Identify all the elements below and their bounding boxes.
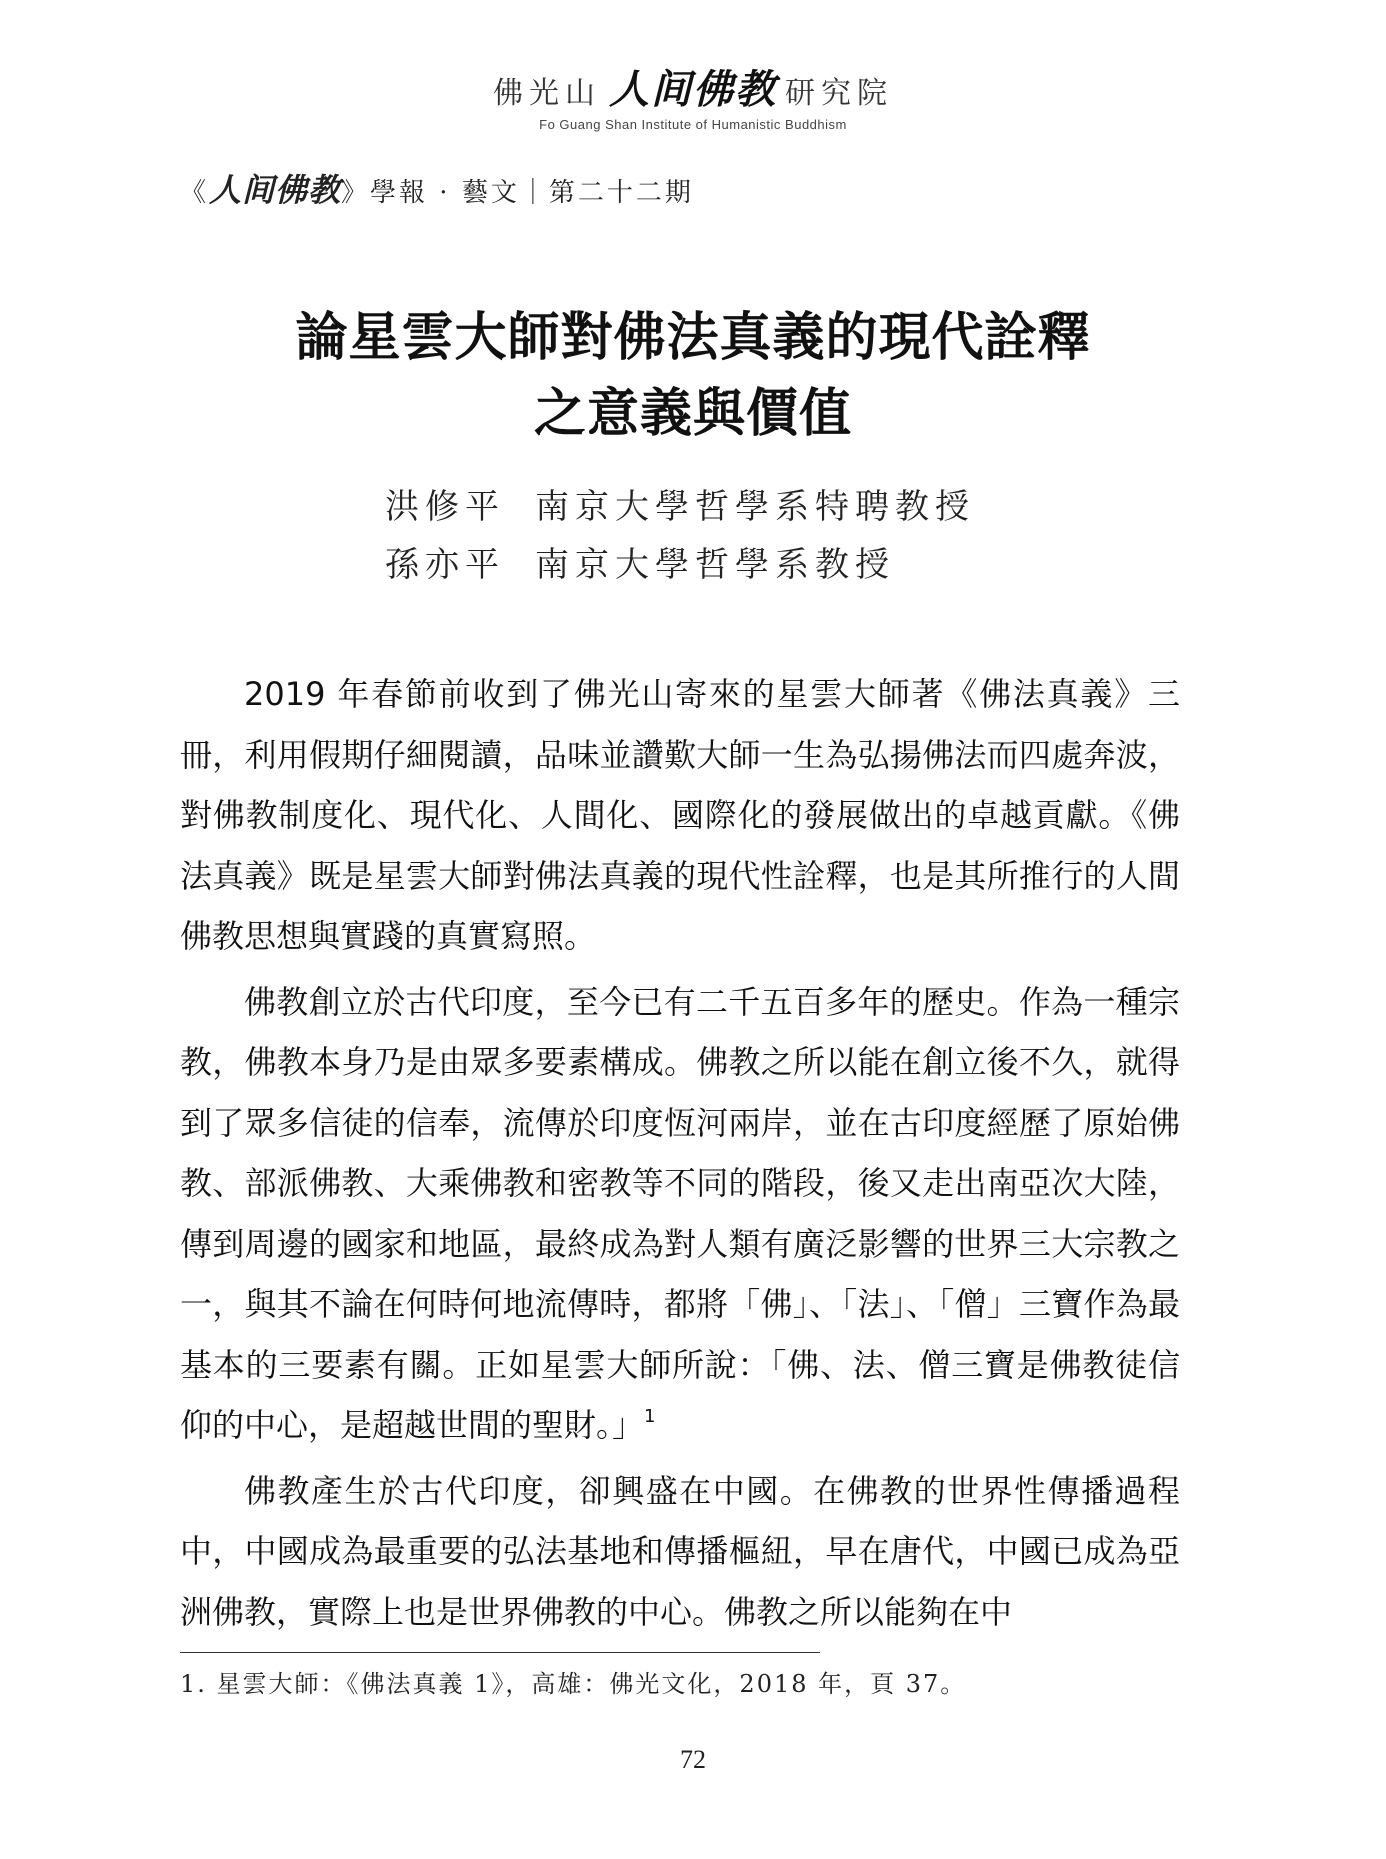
- title-line-2: 之意義與價值: [533, 384, 852, 444]
- institute-name: [0, 58, 1386, 115]
- paragraph-2: [180, 972, 1180, 1456]
- author-name: 孫亦平: [385, 545, 505, 585]
- paragraph-1: 2019 年春節前收到了佛光山寄來的星雲大師著《佛法真義》三冊，利用假期仔細閱讀，品味並讚歎大師一生為弘揚佛法而四處奔波，對佛教制度化、現代化、人間化、國際化的發展做出的卓越貢獻。《佛法真義》既是星雲大師對佛法真義的現代性詮釋，也是其所推行的人間佛教思想與實踐的真實寫照。: [180, 675, 1180, 955]
- title-line-1: 論星雲大師對佛法真義的現代詮釋: [295, 308, 1091, 368]
- header-right-text: 研究院: [785, 76, 893, 111]
- header-left-text: 佛光山: [493, 76, 601, 111]
- author-affiliation: 南京大學哲學系特聘教授: [535, 487, 975, 527]
- article-title: [0, 300, 1386, 452]
- page-number: 72: [680, 1745, 706, 1774]
- institute-header: [0, 58, 1386, 132]
- author-affiliation: 南京大學哲學系教授: [535, 545, 895, 585]
- paragraph-3: 佛教產生於古代印度，卻興盛在中國。在佛教的世界性傳播過程中，中國成為最重要的弘法基地和傳播樞紐，早在唐代，中國已成為亞洲佛教，實際上也是世界佛教的中心。佛教之所以能夠在中: [180, 1471, 1180, 1631]
- author-name: 洪修平: [385, 487, 505, 527]
- author-row: [385, 478, 975, 536]
- footnote: 1. 星雲大師：《佛法真義 1》，高雄：佛光文化，2018 年，頁 37。: [180, 1670, 967, 1698]
- journal-logo: 人间佛教: [209, 171, 342, 209]
- author-list: [385, 478, 975, 594]
- journal-open-bracket: 《: [180, 178, 210, 208]
- institute-english-name: Fo Guang Shan Institute of Humanistic Buddhism: [539, 117, 847, 132]
- journal-issue: 》學報 · 藝文｜第二十二期: [341, 178, 694, 208]
- journal-title: [180, 165, 694, 211]
- footnote-reference[interactable]: 1: [644, 1406, 656, 1427]
- humanistic-buddhism-logo: 人间佛教: [609, 67, 777, 113]
- author-row: [385, 536, 975, 594]
- article-body: [180, 664, 1180, 1647]
- footnote-divider: [180, 1652, 820, 1653]
- paragraph-2-text: 佛教創立於古代印度，至今已有二千五百多年的歷史。作為一種宗教，佛教本身乃是由眾多要素構成。佛教之所以能在創立後不久，就得到了眾多信徒的信奉，流傳於印度恆河兩岸，並在古印度經歷了原始佛教、部派佛教、大乘佛教和密教等不同的階段，後又走出南亞次大陸，傳到周邊的國家和地區，最終成為對人類有廣泛影響的世界三大宗教之一，與其不論在何時何地流傳時，都將「佛」、「法」、「僧」三寶作為最基本的三要素有關。正如星雲大師所說：「佛、法、僧三寶是佛教徒信仰的中心，是超越世間的聖財。」: [180, 982, 1180, 1444]
